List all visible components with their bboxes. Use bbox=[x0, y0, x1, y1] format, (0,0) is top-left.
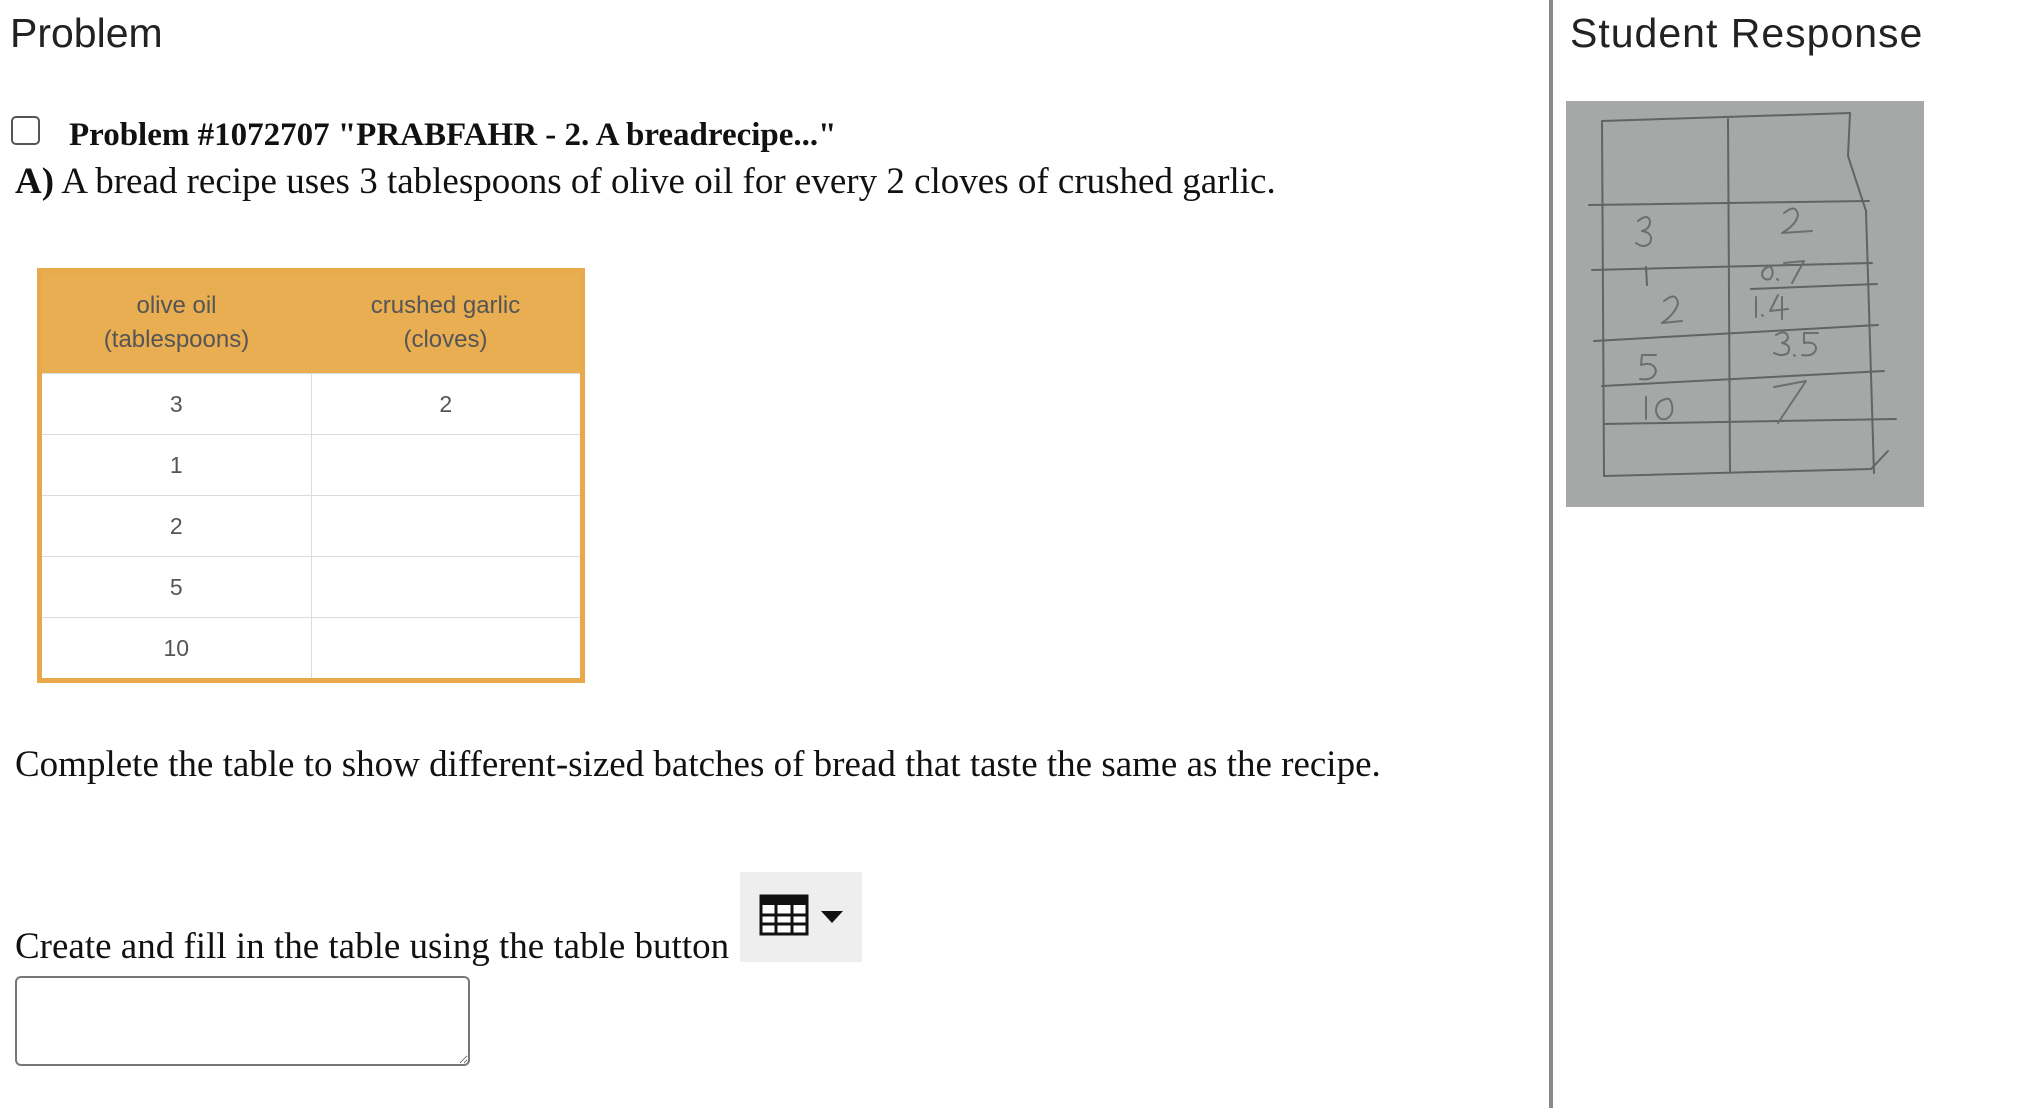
ratio-table-header bbox=[42, 273, 580, 373]
table-icon bbox=[759, 894, 809, 941]
table-cell bbox=[311, 496, 581, 556]
table-row bbox=[42, 617, 580, 678]
table-row bbox=[42, 556, 580, 617]
header-crushed-garlic: crushed garlic (cloves) bbox=[370, 292, 521, 353]
table-cell: 5 bbox=[169, 573, 183, 600]
table-cell: 3 bbox=[169, 390, 183, 417]
question-body: A bread recipe uses 3 tablespoons of olive oil for every 2 cloves of crushed garlic. bbox=[61, 161, 1276, 202]
table-cell bbox=[311, 435, 581, 495]
panel-divider bbox=[1549, 0, 1553, 1108]
problem-title: Problem #1072707 "PRABFAHR - 2. A breadrecipe..." bbox=[69, 117, 837, 153]
header-olive-oil: olive oil (tablespoons) bbox=[103, 292, 250, 353]
ratio-table bbox=[37, 268, 585, 683]
table-row bbox=[42, 434, 580, 495]
table-cell: 2 bbox=[169, 512, 183, 539]
instruction-text: Complete the table to show different-sized batches of bread that taste the same as the recipe. bbox=[15, 744, 1381, 785]
answer-input[interactable] bbox=[15, 976, 470, 1066]
table-row bbox=[42, 495, 580, 556]
problem-select-checkbox[interactable] bbox=[11, 116, 40, 145]
student-response-panel-title: Student Response bbox=[1570, 10, 1924, 56]
table-cell: 1 bbox=[169, 451, 183, 478]
student-response-image bbox=[1566, 101, 1924, 507]
insert-table-button[interactable] bbox=[740, 872, 862, 962]
question-text bbox=[15, 160, 1276, 203]
part-label: A) bbox=[15, 161, 55, 202]
caret-down-icon[interactable] bbox=[821, 911, 843, 923]
answer-prompt: Create and fill in the table using the table button bbox=[15, 926, 730, 967]
table-cell: 2 bbox=[311, 374, 581, 434]
table-cell bbox=[311, 557, 581, 617]
table-row bbox=[42, 373, 580, 434]
table-cell: 10 bbox=[163, 634, 190, 661]
problem-panel-title: Problem bbox=[10, 10, 163, 56]
table-cell bbox=[311, 618, 581, 678]
